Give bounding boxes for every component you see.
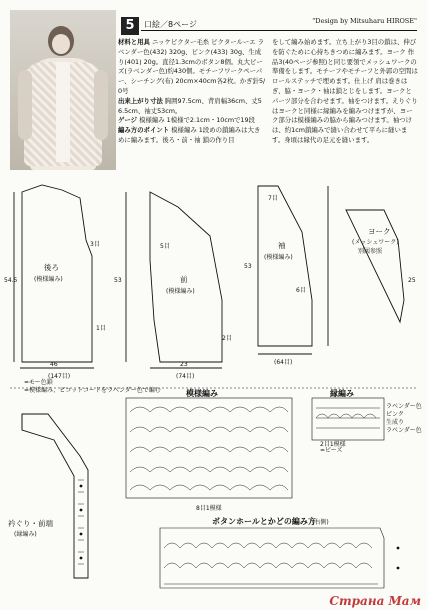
sleeve-mark-6: 6目 — [296, 287, 306, 294]
front-label: 前 — [180, 275, 188, 284]
front-width-cm: 23 — [180, 361, 188, 368]
edge-chart-frame — [312, 398, 384, 440]
yoke-sub: (メッシュワーク) — [352, 239, 399, 246]
front-mark-5: 5目 — [160, 243, 170, 250]
back-label: 後ろ — [44, 263, 59, 272]
back-outline — [22, 185, 92, 362]
buttonhole-chart-frame — [160, 528, 384, 588]
size-body: 胸囲97.5cm、背肩幅36cm、丈56.5cm、袖丈53cm。 — [118, 96, 262, 115]
gauge-title: ゲージ — [118, 116, 138, 125]
edge-repeat: 2目1模様 — [320, 441, 346, 448]
buttonhole-ref: (右側) — [312, 519, 329, 526]
collar-outline — [22, 414, 88, 578]
sleeve-label: 袖 — [278, 241, 286, 250]
front-height: 53 — [114, 277, 122, 284]
yoke-sub2: 別図参照 — [358, 248, 383, 255]
sleeve-mark-7: 7目 — [268, 195, 278, 202]
front-mark-2: 2目 — [222, 335, 232, 342]
points-body: 模様編み 1段めの鎖編みは大きめに編みます。後ろ・前・袖 鎖の作り目 — [118, 126, 261, 144]
back-width-cm: 46 — [50, 361, 58, 368]
sleeve-width-sts: (64目) — [274, 359, 293, 366]
buttonhole-title: ボタンホールとかどの編み方 — [212, 517, 316, 526]
yoke-label: ヨーク — [368, 227, 391, 236]
collar-label: 衿ぐり・前端 — [8, 519, 53, 528]
sleeve-sub: (模様編み) — [264, 254, 293, 261]
edge-legend-1: ラベンダー色 — [386, 403, 422, 410]
materials-body: ニッケビクター毛糸 ピクタールーエ ラベンダー色(432) 320g、ピンク(433) 30g、生成り(401) 20g。直径1.3cmのボタン8個。丸大ビーズ(ラベンダー色)約430個。モチーフワークペーパー、シーチング(布) 20cm×40cm各2枚。かぎ針5/0号 — [118, 38, 266, 95]
pattern-number: 5 — [121, 17, 139, 35]
instructions-right-body: をして編み始めます。立ち上がり3目の鎖は、伸びを防ぐために心持ちきつめに編みます。ヨーク 作品3(40ページ参照)と同じ要領でメッシュワークの準備をします。モチーフやモチーフと外郭の空間はロールステッチで埋めます。仕上げ 肩は巻きはぎ、脇・ヨーク・袖は鎖とじをします。ヨークとパーツ部分を合わせます。袖をつけます。えりぐりはヨークと同様に縁編みを編みつけますが、ヨーク部分は模様編みの脇から編みつけます。袖つけは、約1cm鎖編みで縫い合わせて平らに縫います。身頃は縁代の足元を縫います。 — [272, 38, 418, 144]
sleeve-outline — [258, 186, 312, 346]
sleeve-length: 53 — [244, 263, 252, 270]
points-title: 編み方のポイント — [118, 126, 170, 135]
materials-title: 材料と用具 — [118, 38, 150, 46]
watermark: Страна Мам — [329, 594, 421, 608]
designer-credit: "Design by Mitsuharu HIROSE" — [312, 17, 417, 25]
front-width-sts: (74目) — [176, 373, 195, 380]
back-mark-1: 1目 — [96, 325, 106, 332]
gauge-body: 模様編み 1模様で2.1cm・10cmで19段 — [139, 116, 256, 125]
back-height: 54.5 — [4, 277, 18, 284]
back-sub: (模様編み) — [34, 276, 63, 283]
pattern-repeat: 8目1模様 — [196, 505, 222, 512]
edge-legend-3: 生成り — [386, 419, 405, 426]
edge-chart-title: 縁編み — [330, 389, 354, 398]
edge-legend-4: ラベンダー色 — [386, 427, 422, 434]
edge-legend-5: =ビーズ — [320, 447, 343, 454]
stitch-chart-frame — [126, 398, 292, 498]
pattern-chart-title: 模様編み — [186, 389, 218, 398]
page-reference: 口絵／8ページ — [144, 20, 197, 29]
front-sub: (模様編み) — [166, 288, 195, 295]
legend-2: =模様編み、ピコットコードをラベンダー色で編む — [24, 387, 161, 394]
back-mark-3: 3目 — [90, 241, 100, 248]
yoke-length: 25 — [408, 277, 416, 284]
edge-legend-2: ピンク — [386, 411, 404, 418]
back-width-sts: (147目) — [48, 373, 71, 380]
collar-sub: (縁編み) — [14, 531, 37, 538]
legend-1: =モー色鎖 — [24, 379, 53, 386]
size-title: 出来上がり寸法 — [118, 96, 163, 105]
